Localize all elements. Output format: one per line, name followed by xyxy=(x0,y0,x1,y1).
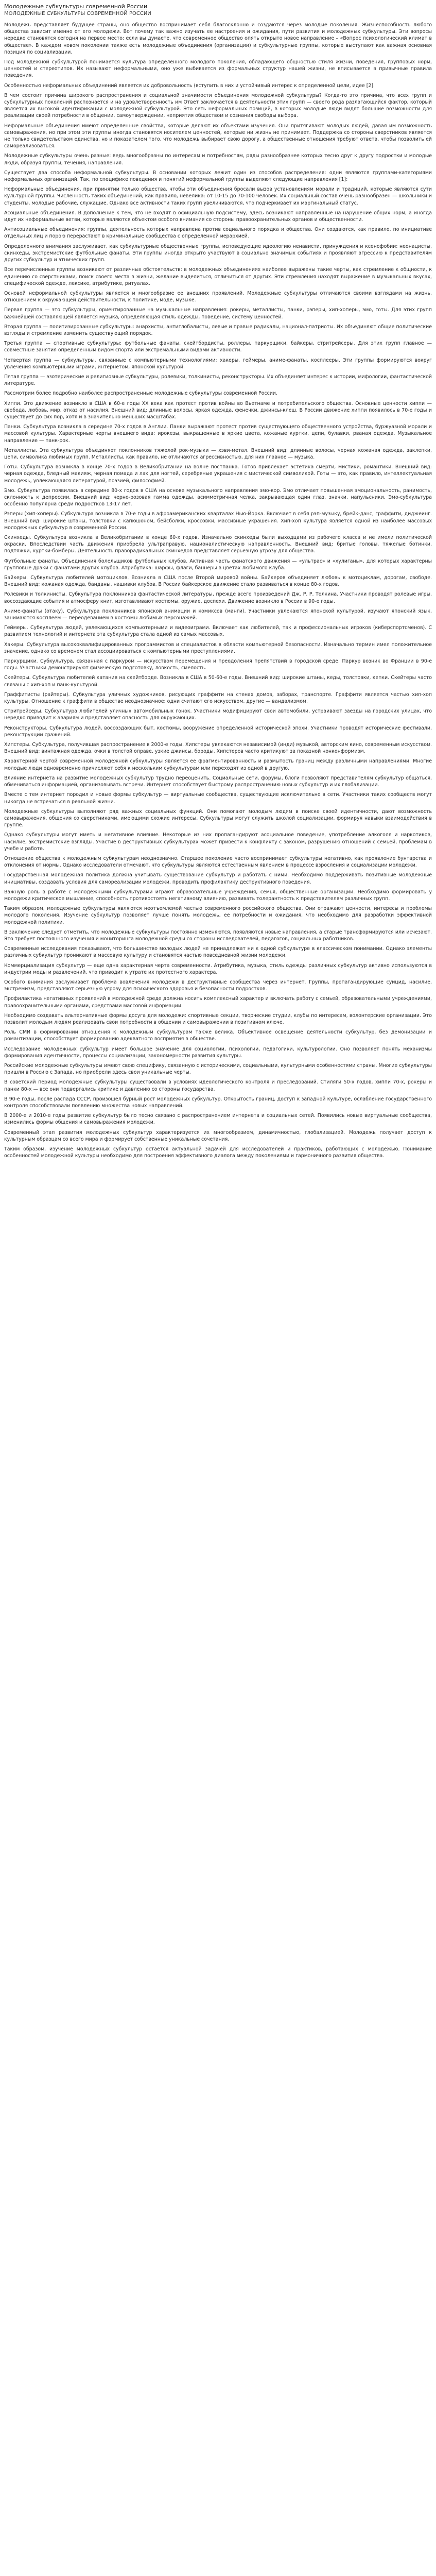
paragraph: Характерной чертой современной молодежной субкультуры является ее фрагментированность и размытость границ между различными направлениями. Многие молодые люди одновременно причисляют себя к нескольким субкультурам или переходят из одной в другую. xyxy=(4,758,432,771)
paragraph: Влияние интернета на развитие молодежных субкультур трудно переоценить. Социальные сети, форумы, блоги позволяют представителям субкультур общаться, обмениваться информацией, организовывать встречи. Интернет способствует быстрому распространению новых субкультур и их глобализации. xyxy=(4,775,432,788)
paragraph: Существует два способа неформальной субкультуры. В основании которых лежит один из способов распределения: одни являются группами-категориями неформальных организаций. Так, по специфике поведения и понятий неформальной группы выделяют следующие направления [1]: xyxy=(4,170,432,183)
paragraph: Панки. Субкультура возникла в середине 70-х годов в Англии. Панки выражают протест против существующего общественного устройства, буржуазной морали и массовой культуры. Характерные черты внешнего вида: ирокезы, выкрашенные в яркие цвета, кожаные куртки, цепи, булавки, рваная одежда. Музыкальное направление — панк-рок. xyxy=(4,424,432,444)
paragraph: Молодежные субкультуры выполняют ряд важных социальных функций. Они помогают молодым людям в поиске своей идентичности, дают возможность самовыражения, общения со сверстниками, имеющими схожие интересы. Субкультуры могут служить школой социализации, формируя навыки взаимодействия в группе. xyxy=(4,808,432,828)
paragraph: Особого внимания заслуживает проблема вовлечения молодежи в деструктивные сообщества через интернет. Группы, пропагандирующие суицид, насилие, экстремизм, представляют серьезную угрозу для психического здоровья и безопасности подростков. xyxy=(4,979,432,992)
paragraph: Хакеры. Субкультура высококвалифицированных программистов и специалистов в области компьютерной безопасности. Изначально термин имел положительное значение, однако со временем стал ассоциироваться с компьютерными преступлениями. xyxy=(4,641,432,654)
article-body xyxy=(4,22,432,1159)
paragraph: Вторая группа — политизированные субкультуры: анархисты, антиглобалисты, левые и правые радикалы, национал-патриоты. Их объединяют общие политические взгляды и стремление изменить существующий порядок. xyxy=(4,324,432,336)
paragraph: Третья группа — спортивные субкультуры: футбольные фанаты, скейтбордисты, роллеры, паркурщики, байкеры, стритрейсеры. Для этих групп главное — совместные занятия определенным видом спорта или экстремальными видами активности. xyxy=(4,341,432,353)
paragraph: Скейтеры. Субкультура любителей катания на скейтборде. Возникла в США в 50-60-е годы. Внешний вид: широкие штаны, кеды, толстовки, кепки. Скейтеры часто связаны с хип-хоп и панк-культурой. xyxy=(4,675,432,688)
paragraph: Первая группа — это субкультуры, ориентированные на музыкальные направления: рокеры, металлисты, панки, рэперы, хип-хоперы, эмо, готы. Для этих групп важнейшей составляющей является музыка, определяющая стиль одежды, поведение, систему ценностей. xyxy=(4,307,432,320)
paragraph: Паркурщики. Субкультура, связанная с паркуром — искусством перемещения и преодоления препятствий в городской среде. Паркур возник во Франции в 90-е годы. Участники демонстрируют физическую подготовку, ловкость, смелость. xyxy=(4,658,432,671)
paragraph: Государственная молодежная политика должна учитывать существование субкультур и работать с ними. Необходимо поддерживать позитивные молодежные инициативы, создавать условия для самореализации молодежи, проводить профилактику деструктивного поведения. xyxy=(4,872,432,885)
paragraph: Рассмотрим более подробно наиболее распространенные молодежные субкультуры современной России. xyxy=(4,391,278,397)
paragraph: Рэперы (хип-хоперы). Субкультура возникла в 70-е годы в афроамериканских кварталах Нью-Йорка. Включает в себя рэп-музыку, брейк-данс, граффити, диджеинг. Внешний вид: широкие штаны, толстовки с капюшоном, бейсболки, кроссовки, массивные украшения. Хип-хоп культура является одной из наиболее массовых молодежных субкультур в современной России. xyxy=(4,511,432,531)
paragraph: Футбольные фанаты. Объединения болельщиков футбольных клубов. Активная часть фанатского движения — «ультрас» и «хулиганы», для которых характерны групповые драки с фанатами других клубов. Атрибутика: шарфы, флаги, баннеры в цветах любимого клуба. xyxy=(4,558,432,571)
paragraph: В заключение следует отметить, что молодежные субкультуры постоянно изменяются, появляются новые направления, а старые трансформируются или исчезают. Это требует постоянного изучения и мониторинга молодежной среды со стороны исследователей, педагогов, социальных работников. xyxy=(4,929,432,942)
paragraph: Важную роль в работе с молодежными субкультурами играют образовательные учреждения, семья, общественные организации. Необходимо формировать у молодежи критическое мышление, способность противостоять негативному влиянию, развивать толерантность к представителям различных групп. xyxy=(4,889,432,902)
paragraph: Современный этап развития молодежных субкультур характеризуется их многообразием, динамичностью, глобализацией. Молодежь получает доступ к культурным образцам со всего мира и формирует собственные уникальные сочетания. xyxy=(4,1129,432,1142)
paragraph: Однако субкультуры могут иметь и негативное влияние. Некоторые из них пропагандируют асоциальное поведение, употребление алкоголя и наркотиков, насилие, экстремистские взгляды. Участие в деструктивных субкультурах может привести к конфликту с законом, разрушению отношений с семьей, проблемам в учебе и работе. xyxy=(4,832,432,852)
paragraph: Ролевики и толкинисты. Субкультура поклонников фантастической литературы, прежде всего произведений Дж. Р. Р. Толкина. Участники проводят ролевые игры, воссоздающие события и атмосферу книг, изготавливают костюмы, оружие, доспехи. Движение возникло в России в 90-е годы. xyxy=(4,591,432,604)
paragraph: Скинхеды. Субкультура возникла в Великобритании в конце 60-х годов. Изначально скинхеды были выходцами из рабочего класса и не имели политической окраски. Впоследствии часть движения приобрела ультраправую, националистическую направленность. Внешний вид: бритые головы, тяжелые ботинки, подтяжки, куртки-бомберы. Деятельность праворадикальных скинхедов представляет серьезную угрозу для общества. xyxy=(4,535,432,554)
paragraph: Основой неформальной субкультуры является и многообразие ее внешних проявлений. Молодежные субкультуры отличаются своими взглядами на жизнь, отношением к окружающей действительности, к политике, моде, музыке. xyxy=(4,290,432,303)
paragraph: Готы. Субкультура возникла в конце 70-х годов в Великобритании на волне постпанка. Готов привлекает эстетика смерти, мистики, романтики. Внешний вид: черная одежда, бледный макияж, черная помада и лак для ногтей, серебряные украшения с мистической символикой. Готы — это, как правило, интеллектуальная молодежь, увлекающаяся литературой, поэзией, философией. xyxy=(4,464,432,484)
paragraph: Особенностью неформальных объединений является их добровольность (вступить в них и устойчивый интерес к определенной цели, идее [2]. xyxy=(4,82,375,89)
paragraph: Современные исследования показывают, что большинство молодых людей не принадлежат ни к одной субкультуре в классическом понимании. Однако элементы различных субкультур проникают в массовую культуру и становятся частью повседневной жизни молодежи. xyxy=(4,946,432,959)
paragraph: Роль СМИ в формировании отношения к молодежным субкультурам также велика. Объективное освещение деятельности субкультур, без демонизации и романтизации, способствует формированию адекватного восприятия в обществе. xyxy=(4,1029,432,1042)
paragraph: Молодежные субкультуры очень разные: ведь многообразны по интересам и потребностям, ряды разнообразнее которых тесно друг к другу подростки и молодые люди, образуя группы, течения, направления. xyxy=(4,153,432,166)
paragraph: Молодежь представляет будущее страны, оно общество воспринимает себя благосклонно и создаются через молодые поколения. Жизнеспособность любого общества зависит именно от его молодежи. Вот почему так важно изучать ее настроения и ожидания, пути развития и молодежных субкультуры. Эти вопросы нередко становятся сегодня на первое место: если вы думаете, что современное общество опять открыто новое направление – «Вопрос психологический климат в обществе». В каждом новом поколении также есть молодежные объединения (организации) и субкультурные группы, которые выступают как важная основная позиция по социализации. xyxy=(4,22,432,55)
paragraph: Хиппи. Это движение возникло в США в 60-е годы XX века как протест против войны во Вьетнаме и потребительского общества. Основные ценности хиппи — свобода, любовь, мир, отказ от насилия. Внешний вид: длинные волосы, яркая одежда, фенечки, джинсы-клеш. В России движение хиппи появилось в 70-е годы и существует до сих пор, хотя и в значительно меньших масштабах. xyxy=(4,400,432,420)
paragraph: Все перечисленные группы возникают от различных обстоятельств: в молодежных объединениях наиболее выражены такие черты, как стремление к общности, к единению со сверстниками, поиск своего места в жизни, желание выделиться, отличиться от других. Эти стремления находят выражение в музыкальных вкусах, специфической одежде, лексике, атрибутике, ритуалах. xyxy=(4,267,432,286)
paragraph: Реконструкторы. Субкультура людей, воссоздающих быт, костюмы, вооружение определенной исторической эпохи. Участники проводят исторические фестивали, реконструкции сражений. xyxy=(4,725,432,738)
paragraph: Определенного внимания заслуживает, как субкультурные общественные группы, исповедующие идеологию ненависти, принуждения и ксенофобии: неонацисты, скинхеды, экстремистские футбольные фанаты. Эти группы иногда открыто участвуют в социально значимых событиях и проявляют агрессию к представителям других субкультур и этнических групп. xyxy=(4,243,432,263)
paragraph: Таким образом, молодежные субкультуры являются неотъемлемой частью современного российского общества. Они отражают ценности, интересы и проблемы молодого поколения. Изучение субкультур позволяет лучше понять молодежь, ее потребности и ожидания, что необходимо для разработки эффективной молодежной политики. xyxy=(4,906,432,925)
paragraph: Профилактика негативных проявлений в молодежной среде должна носить комплексный характер и включать работу с семьей, образовательными учреждениями, правоохранительными органами, средствами массовой информации. xyxy=(4,996,432,1009)
paragraph: Граффитисты (райтеры). Субкультура уличных художников, рисующих граффити на стенах домов, заборах, транспорте. Граффити является частью хип-хоп культуры. Отношение к граффити в обществе неоднозначное: одни считают его искусством, другие — вандализмом. xyxy=(4,691,432,705)
paragraph: Необходимо создавать альтернативные формы досуга для молодежи: спортивные секции, творческие студии, клубы по интересам, волонтерские организации. Это позволит молодым людям реализовать свои потребности в общении и самовыражении в позитивном ключе. xyxy=(4,1012,432,1025)
paragraph: Под молодежной субкультурой понимается культура определенного молодого поколения, обладающего общностью стиля жизни, поведения, групповых норм, ценностей и стереотипов. Их называют неформальными, оно уже выбивается из формальных структур нашей жизни, не вписывается в привычные правила поведения. xyxy=(4,59,432,79)
paragraph: Вместе с тем интернет породил и новые формы субкультур — виртуальные сообщества, существующие исключительно в сети. Участники таких сообществ могут никогда не встречаться в реальной жизни. xyxy=(4,792,432,805)
paragraph: Геймеры. Субкультура людей, увлекающихся компьютерными и видеоиграми. Включает как любителей, так и профессиональных игроков (киберспортсменов). С развитием технологий и интернета эта субкультура стала одной из самых массовых. xyxy=(4,625,432,638)
paragraph: Российские молодежные субкультуры имеют свою специфику, связанную с историческими, социальными, культурными особенностями страны. Многие субкультуры пришли в Россию с Запада, но приобрели здесь свои уникальные черты. xyxy=(4,1063,432,1076)
paragraph: Эмо. Субкультура появилась в середине 80-х годов в США на основе музыкального направления эмо-кор. Эмо отличает повышенная эмоциональность, ранимость, склонность к депрессии. Внешний вид: черно-розовая гамма одежды, асимметричная челка, закрывающая один глаз, значки, напульсники. Эмо-субкультура особенно популярна среди подростков 13-17 лет. xyxy=(4,487,432,507)
paragraph: Пятая группа — эзотерические и религиозные субкультуры, ролевики, толкинисты, реконструкторы. Их объединяет интерес к истории, мифологии, фантастической литературе. xyxy=(4,374,432,387)
paragraph: Металлисты. Эта субкультура объединяет поклонников тяжелой рок-музыки — хэви-метал. Внешний вид: длинные волосы, черная кожаная одежда, заклепки, цепи, символика любимых групп. Металлисты, как правило, не отличаются агрессивностью, для них главное — музыка. xyxy=(4,447,432,460)
paragraph: Хипстеры. Субкультура, получившая распространение в 2000-е годы. Хипстеры увлекаются независимой (инди) музыкой, авторским кино, современным искусством. Внешний вид: винтажная одежда, очки в толстой оправе, узкие джинсы, бороды. Хипстеров часто критикуют за показной нонконформизм. xyxy=(4,742,432,755)
paragraph: Стритрейсеры. Субкультура любителей уличных автомобильных гонок. Участники модифицируют свои автомобили, устраивают заезды на городских улицах, что нередко приводит к авариям и представляет опасность для окружающих. xyxy=(4,708,432,721)
paragraph: Неформальные объединения, при принятии только общества, чтобы эти объединения бросали вызов установлениям морали и традиций, которые являются сути культурной группы. Численность таких объединений, как правило, невелика: от 10-15 до 70-100 человек. Их социальный состав очень разнообразен — школьники и студенты, молодые рабочие, служащие. Однако все активности таких групп увеличиваются, что подчеркивает их маргинальный статус. xyxy=(4,187,432,206)
paragraph: Отношение общества к молодежным субкультурам неоднозначно. Старшее поколение часто воспринимает субкультуры негативно, как проявление бунтарства и отклонения от нормы. Однако исследователи отмечают, что субкультуры являются естественным явлением в процессе взросления и социализации молодежи. xyxy=(4,855,432,869)
paragraph: В 2000-е и 2010-е годы развитие субкультур было тесно связано с распространением интернета и социальных сетей. Появились новые виртуальные сообщества, изменились формы общения и самовыражения молодежи. xyxy=(4,1113,432,1126)
paragraph: Исследование молодежных субкультур имеет большое значение для социологии, психологии, педагогики, культурологии. Оно позволяет понять механизмы формирования идентичности, процессы социализации, закономерности развития культуры. xyxy=(4,1046,432,1059)
article-title: Молодежные субкультуры современной России xyxy=(4,3,148,10)
paragraph: В советский период молодежные субкультуры существовали в условиях идеологического контроля и преследований. Стиляги 50-х годов, хиппи 70-х, рокеры и панки 80-х — все они подвергались критике и давлению со стороны государства. xyxy=(4,1079,432,1092)
paragraph: Четвертая группа — субкультуры, связанные с компьютерными технологиями: хакеры, геймеры, аниме-фанаты, косплееры. Эти группы формируются вокруг увлечения компьютерными играми, интернетом, японской культурой. xyxy=(4,357,432,370)
paragraph: Неформальные объединения имеют определенные свойства, которые делают их объектами изучения. Они притягивают молодых людей, давая им возможность самовыражения, но при этом эти группы иногда становятся носителем ценностей, которые ни жизнь не принимает. Поддержка со стороны сверстников является не только свидетельством единства, но и показателем того, что молодежь выбирает свою дорогу, а общественные отношения требуют ответа, чтобы позволить ей самореализоваться. xyxy=(4,123,432,149)
paragraph: Аниме-фанаты (отаку). Субкультура поклонников японской анимации и комиксов (манги). Участники увлекаются японской культурой, изучают японский язык, занимаются косплеем — переодеванием в костюмы любимых персонажей. xyxy=(4,608,432,621)
paragraph: В 90-е годы, после распада СССР, произошел бурный рост молодежных субкультур. Открытость границ, доступ к западной культуре, ослабление государственного контроля способствовали появлению множества новых направлений. xyxy=(4,1096,432,1109)
article-subtitle: МОЛОДЕЖНЫЕ СУБКУЛЬТУРЫ СОВРЕМЕННОЙ РОССИИ xyxy=(4,11,151,16)
paragraph: Таким образом, изучение молодежных субкультур остается актуальной задачей для исследователей и практиков, работающих с молодежью. Понимание особенностей молодежной культуры необходимо для построения эффективного диалога между поколениями и гармоничного развития общества. xyxy=(4,1146,432,1159)
paragraph: В чем состоит причина широкого распространения и социальной значимости объединения молодежной субкультуры? Когда-то это причина, что всех групп и субкультурных поколений распознается и на удовлетворенность им Ответ заключается в деятельности этих групп — своего рода разлагающийся фактор, который является их высокой идентификации с молодежной субкультурой. Это сеть неформальных позиций, в которых молодые люди видят большие возможности для реализации своей потребности в общении, самоутверждении, неприятия обществом и сознания свободы выбора. xyxy=(4,92,432,119)
paragraph: Коммерциализация субкультур — еще одна характерная черта современности. Атрибутика, музыка, стиль одежды различных субкультур активно используются в индустрии моды и развлечений, что приводит к утрате их протестного характера. xyxy=(4,962,432,975)
paragraph: Антисоциальные объединения: группы, деятельность которых направлена против социального порядка и общества. Они создаются, как правило, по инициативе отдельных лиц и порою перерастают в криминальные сообщества с определенной иерархией. xyxy=(4,227,432,240)
paragraph: Байкеры. Субкультура любителей мотоциклов. Возникла в США после Второй мировой войны. Байкеров объединяет любовь к мотоциклам, дорогам, свободе. Внешний вид: кожаная одежда, банданы, нашивки клубов. В России байкерское движение стало развиваться в конце 80-х годов. xyxy=(4,575,432,588)
paragraph: Асоциальные объединения. В дополнение к тем, что не входят в официальную подсистему, здесь возникают направленные на нарушение общих норм, а иногда идут их неформальные ветви, которые являются объектом особого внимания со стороны правоохранительных органов и общественности. xyxy=(4,210,432,223)
